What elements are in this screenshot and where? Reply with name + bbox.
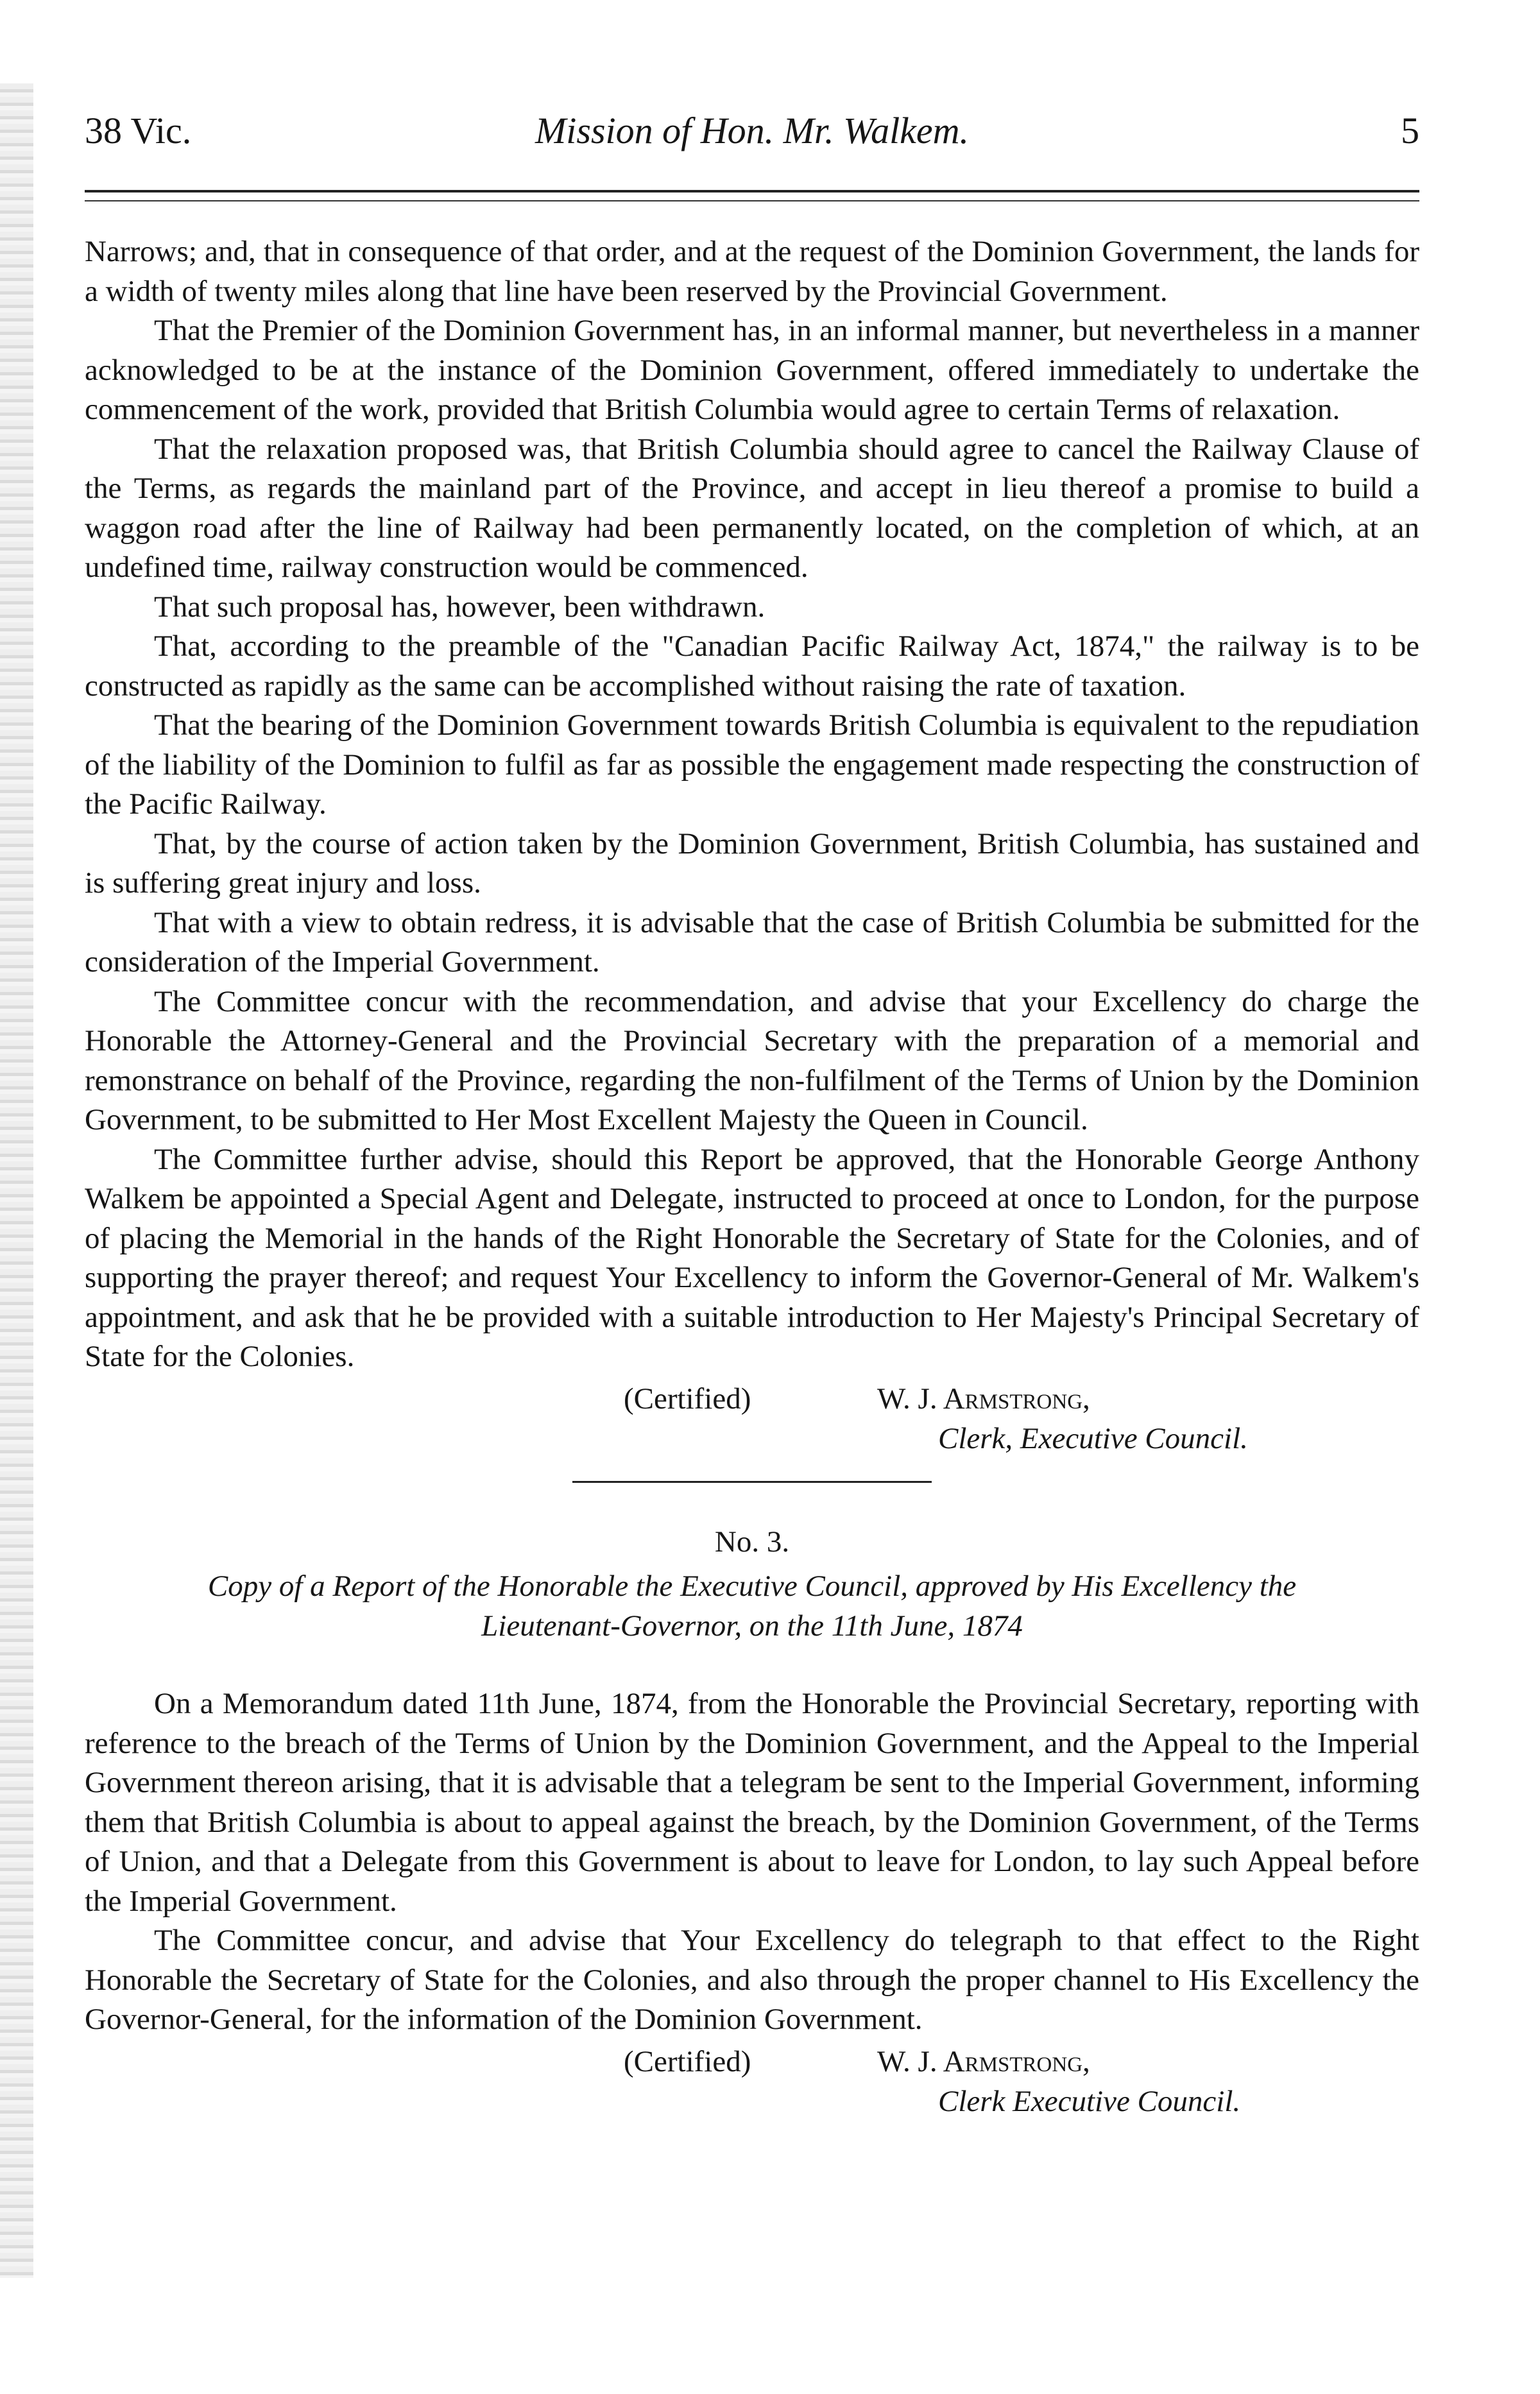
paragraph: Narrows; and, that in consequence of that order, and at the request of the Dominion Government, the lands for a width of twenty miles along that line have been reserved by the Provincial Government. [85,235,1419,308]
header-session: 38 Vic. [85,110,192,151]
signer-title: Clerk Executive Council. [938,2084,1241,2118]
binding-edge [0,83,33,2278]
document-number: No. 3. [714,1525,790,1559]
signer-name: W. J. Armstrong, [877,2044,1090,2078]
certified-label: (Certified) [624,1381,751,1415]
section-divider [572,1481,932,1483]
page-number: 5 [1401,110,1419,151]
paragraph: The Committee further advise, should this Report be approved, that the Honorable George Anthony Walkem be appointed a Special Agent and Delegate, instructed to proceed at once to London, for the purpose of placing the Memorial in the hands of the Right Honorable the Secretary of State for the Colonies, and of supporting the prayer thereof; and request Your Excellency to inform the Governor-General of Mr. Walkem's appointment, and ask that he be provided with a suitable introduction to Her Majesty's Principal Secretary of State for the Colonies. [85,1142,1419,1373]
document-body [85,232,1419,2122]
header-rule [85,190,1419,192]
signer-name: W. J. Armstrong, [877,1381,1090,1415]
paragraph: That the Premier of the Dominion Government has, in an informal manner, but nevertheless in a manner acknowledged to be at the instance of the Dominion Government, offered immediately to undertake the commencement of the work, provided that British Columbia would agree to certain Terms of relaxation. [85,314,1419,426]
running-header [85,109,1419,160]
signature-block [85,2042,1419,2122]
paragraph: That the bearing of the Dominion Government towards British Columbia is equivalent to the repudiation of the liability of the Dominion to fulfil as far as possible the engagement made respecting the construction of the Pacific Railway. [85,708,1419,821]
paragraph: On a Memorandum dated 11th June, 1874, from the Honorable the Provincial Secretary, reporting with reference to the breach of the Terms of Union by the Dominion Government, and the Appeal to the Imperial Government thereon arising, that it is advisable that a telegram be sent to the Imperial Government, informing them that British Columbia is about to appeal against the breach, by the Dominion Government, of the Terms of Union, and that a Delegate from this Government is about to leave for London, to lay such Appeal before the Imperial Government. [85,1687,1419,1918]
paragraph: That, according to the preamble of the "Canadian Pacific Railway Act, 1874," the railway is to be constructed as rapidly as the same can be accomplished without raising the rate of taxation. [85,629,1419,703]
header-rule-thin [85,200,1419,201]
paragraph: That with a view to obtain redress, it is advisable that the case of British Columbia be submitted for the consideration of the Imperial Government. [85,905,1419,979]
paragraph: The Committee concur, and advise that Your Excellency do telegraph to that effect to the Right Honorable the Secretary of State for the Colonies, and also through the proper channel to His Excellency the Governor-General, for the information of the Dominion Government. [85,1924,1419,2036]
paragraph: That the relaxation proposed was, that British Columbia should agree to cancel the Railway Clause of the Terms, as regards the mainland part of the Province, and accept in lieu thereof a promise to build a waggon road after the line of Railway had been permanently located, on the completion of which, at an undefined time, railway construction would be commenced. [85,432,1419,584]
document-caption: Copy of a Report of the Honorable the Executive Council, approved by His Excellency the Lieutenant-Governor, on the 11th June, 1874 [207,1569,1297,1643]
paragraph: The Committee concur with the recommendation, and advise that your Excellency do charge the Honorable the Attorney-General and the Provincial Secretary with the preparation of a memorial and remonstrance on behalf of the Province, regarding the non-fulfilment of the Terms of Union by the Dominion Government, to be submitted to Her Most Excellent Majesty the Queen in Council. [85,984,1419,1136]
certified-label: (Certified) [624,2044,751,2078]
paragraph: That such proposal has, however, been withdrawn. [154,590,766,624]
paragraph: That, by the course of action taken by the Dominion Government, British Columbia, has sustained and is suffering great injury and loss. [85,826,1419,900]
header-title: Mission of Hon. Mr. Walkem. [535,110,970,151]
signature-block [85,1380,1419,1459]
signer-title: Clerk, Executive Council. [938,1421,1248,1455]
